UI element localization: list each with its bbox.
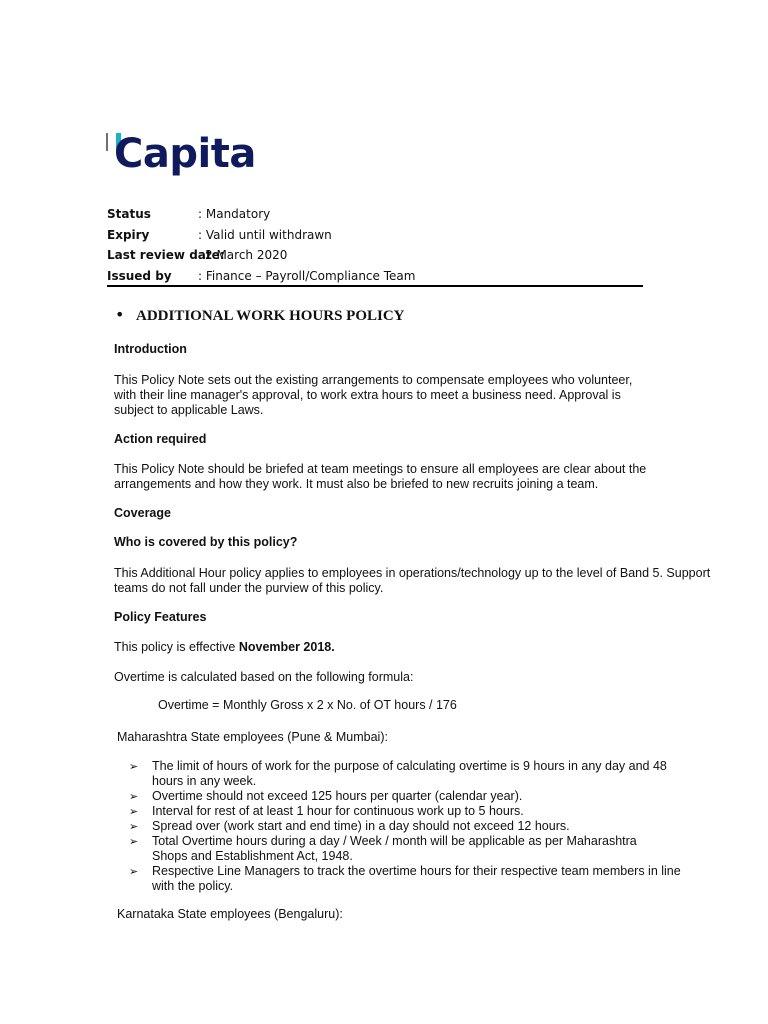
coverage-text: This Additional Hour policy applies to employees in operations/technology up to the level of Band 5. Support teams do not fall under the purview of this policy. [114, 566, 711, 595]
maharashtra-list [128, 759, 698, 894]
section-title-introduction: Introduction [114, 342, 187, 356]
header-divider [107, 285, 643, 287]
list-item-text: Spread over (work start and end time) in a day should not exceed 12 hours. [152, 819, 570, 833]
list-item [128, 759, 698, 789]
list-item [128, 789, 698, 804]
arrow-bullet-icon: ➢ [129, 820, 139, 833]
meta-label-issued-by: Issued by [107, 269, 172, 283]
document-title: ADDITIONAL WORK HOURS POLICY [136, 308, 405, 324]
list-item-text: The limit of hours of work for the purpose of calculating overtime is 9 hours in any day and 48 hours in any week. [152, 759, 667, 788]
introduction-text: This Policy Note sets out the existing arrangements to compensate employees who volunteer, with their line manager's approval, to work extra hours to meet a business need. Approval is subject to applicable Laws. [114, 373, 633, 417]
arrow-bullet-icon: ➢ [129, 865, 139, 878]
meta-label-expiry: Expiry [107, 228, 150, 242]
meta-row-expiry [107, 226, 332, 244]
arrow-bullet-icon: ➢ [129, 835, 139, 848]
arrow-bullet-icon: ➢ [129, 805, 139, 818]
meta-label-last-review: Last review date: [107, 248, 225, 262]
heading-bullet: • [115, 305, 125, 324]
list-item [128, 819, 698, 834]
section-title-policy-features: Policy Features [114, 610, 207, 624]
meta-value-expiry: : Valid until withdrawn [198, 228, 332, 242]
capita-logo [106, 130, 276, 182]
action-required-text: This Policy Note should be briefed at team meetings to ensure all employees are clear about the arrangements and how they work. It must also be briefed to new recruits joining a team. [114, 462, 647, 491]
karnataka-title: Karnataka State employees (Bengaluru): [117, 907, 343, 921]
meta-value-issued-by: : Finance – Payroll/Compliance Team [198, 269, 416, 283]
effective-date: November 2018. [238, 640, 335, 654]
meta-value-last-review: 2 March 2020 [205, 248, 288, 262]
list-item [128, 864, 698, 894]
formula-intro: Overtime is calculated based on the following formula: [114, 670, 414, 684]
arrow-bullet-icon: ➢ [129, 760, 139, 773]
meta-row-issued-by [107, 267, 416, 285]
list-item-text: Respective Line Managers to track the overtime hours for their respective team members in line with the policy. [152, 864, 681, 893]
maharashtra-title: Maharashtra State employees (Pune & Mumbai): [117, 730, 388, 744]
effective-date-line [114, 640, 724, 655]
list-item-text: Overtime should not exceed 125 hours per quarter (calendar year). [152, 789, 523, 803]
overtime-formula: Overtime = Monthly Gross x 2 x No. of OT hours / 176 [158, 698, 457, 712]
logo-gray-bar [106, 133, 108, 151]
meta-label-status: Status [107, 207, 151, 221]
logo-wordmark: Capita [114, 131, 256, 177]
section-subtitle-who-is-covered: Who is covered by this policy? [114, 535, 298, 549]
meta-row-last-review [107, 246, 288, 264]
meta-row-status [107, 205, 271, 223]
list-item-text: Interval for rest of at least 1 hour for continuous work up to 5 hours. [152, 804, 524, 818]
arrow-bullet-icon: ➢ [129, 790, 139, 803]
list-item [128, 804, 698, 819]
meta-value-status: : Mandatory [198, 207, 271, 221]
list-item [128, 834, 698, 864]
effective-prefix: This policy is effective [114, 640, 239, 654]
section-title-action-required: Action required [114, 432, 207, 446]
list-item-text: Total Overtime hours during a day / Week / month will be applicable as per Maharashtra Shops and Establishment Act, 1948. [152, 834, 637, 863]
section-title-coverage: Coverage [114, 506, 171, 520]
